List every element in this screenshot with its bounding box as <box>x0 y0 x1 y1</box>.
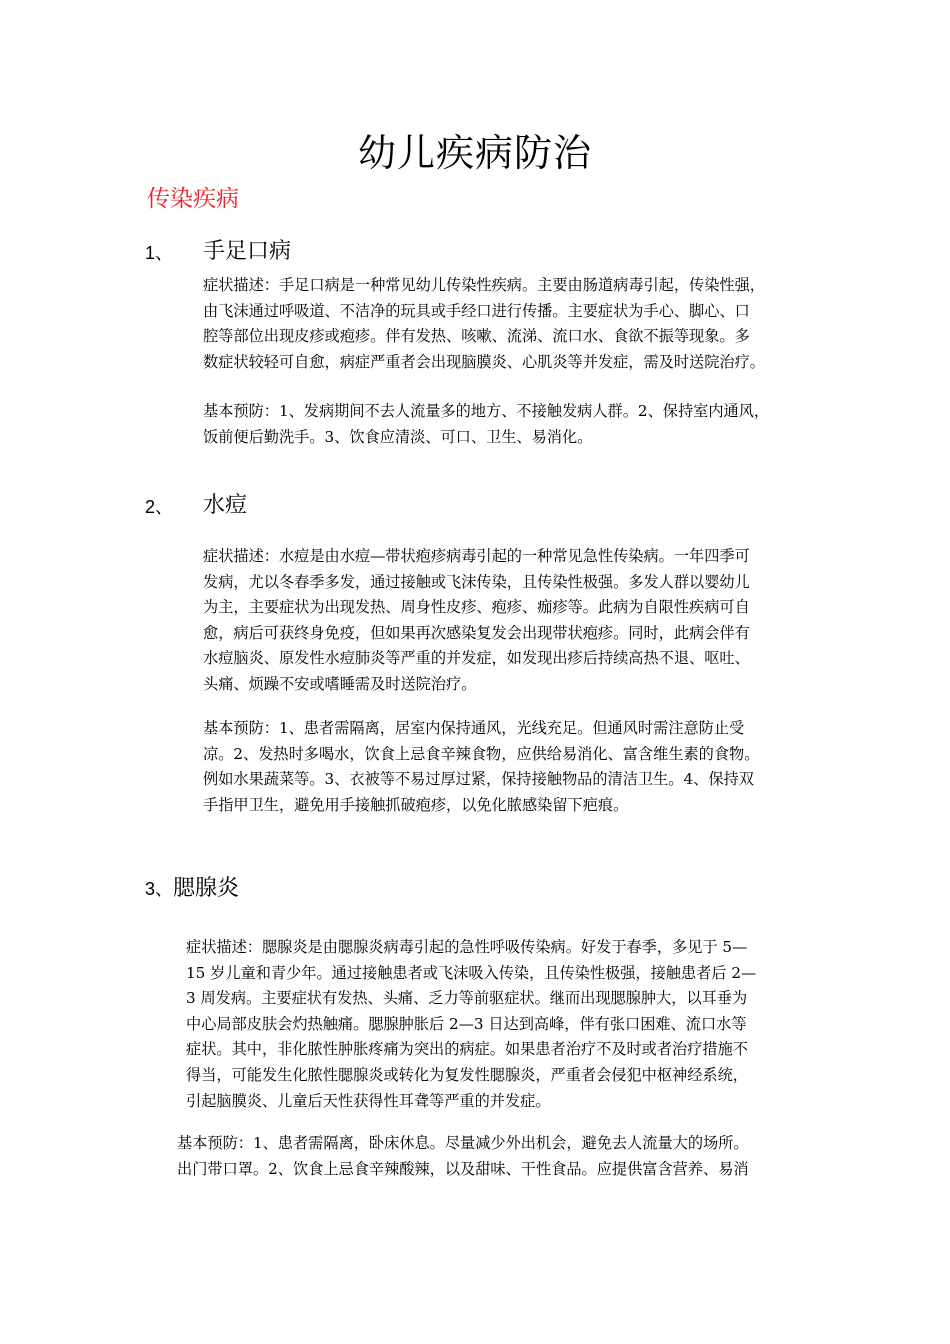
text-line: 出门带口罩。2、饮食上忌食辛辣酸辣，以及甜味、干性食品。应提供富含营养、易消 <box>177 1159 749 1178</box>
disease-3-heading <box>145 872 239 906</box>
text-line: 症状描述：手足口病是一种常见幼儿传染性疾病。主要由肠道病毒引起，传染性强， <box>203 276 765 294</box>
disease-1-symptoms <box>203 273 818 375</box>
text-line: 15 岁儿童和青少年。通过接触患者或飞沫吸入传染，且传染性极强，接触患者后 2— <box>186 963 757 982</box>
disease-3-prevention <box>177 1131 812 1182</box>
text-line: 头痛、烦躁不安或嗜睡需及时送院治疗。 <box>203 674 477 693</box>
text-line: 症状描述：腮腺炎是由腮腺炎病毒引起的急性呼吸传染病。好发于春季，多见于 5— <box>186 938 748 956</box>
section-title: 传染疾病 <box>147 186 239 212</box>
disease-1-number: 1、 <box>145 243 174 263</box>
text-line: 得当，可能发生化脓性腮腺炎或转化为复发性腮腺炎，严重者会侵犯中枢神经系统， <box>186 1065 748 1084</box>
text-line: 由飞沫通过呼吸道、不洁净的玩具或手经口进行传播。主要症状为手心、脚心、口 <box>203 301 750 320</box>
disease-1-prevention <box>203 399 818 450</box>
disease-1-name: 手足口病 <box>203 239 292 264</box>
text-line: 中心局部皮肤会灼热触痛。腮腺肿胀后 2—3 日达到高峰，伴有张口困难、流口水等 <box>186 1014 747 1033</box>
document-title: 幼儿疾病防治 <box>357 131 592 175</box>
text-line: 为主，主要症状为出现发热、周身性皮疹、疱疹、痂疹等。此病为自限性疾病可自 <box>203 598 750 617</box>
text-line: 腔等部位出现皮疹或疱疹。伴有发热、咳嗽、流涕、流口水、食欲不振等现象。多 <box>203 327 750 346</box>
text-line: 基本预防：1、发病期间不去人流量多的地方、不接触发病人群。2、保持室内通风， <box>203 402 770 420</box>
text-line: 饭前便后勤洗手。3、饮食应清淡、可口、卫生、易消化。 <box>203 427 593 446</box>
disease-2-number: 2、 <box>145 497 174 517</box>
text-line: 愈，病后可获终身免疫，但如果再次感染复发会出现带状疱疹。同时，此病会伴有 <box>203 623 750 642</box>
disease-3-symptoms <box>186 935 806 1114</box>
text-line: 3 周发病。主要症状有发热、头痛、乏力等前驱症状。继而出现腮腺肿大，以耳垂为 <box>186 989 748 1008</box>
text-line: 症状。其中，非化脓性肿胀疼痛为突出的病症。如果患者治疗不及时或者治疗措施不 <box>186 1040 748 1059</box>
text-line: 手指甲卫生，避免用手接触抓破疱疹，以免化脓感染留下疤痕。 <box>203 795 629 814</box>
text-line: 凉。2、发热时多喝水，饮食上忌食辛辣食物，应供给易消化、富含维生素的食物。 <box>203 744 760 763</box>
text-line: 引起脑膜炎、儿童后天性获得性耳聋等严重的并发症。 <box>186 1091 551 1110</box>
text-line: 水痘脑炎、原发性水痘肺炎等严重的并发症，如发现出疹后持续高热不退、呕吐、 <box>203 649 750 668</box>
disease-2-prevention <box>203 716 818 818</box>
text-line: 数症状较轻可自愈，病症严重者会出现脑膜炎、心肌炎等并发症，需及时送院治疗。 <box>203 352 765 371</box>
text-line: 基本预防：1、患者需隔离，卧床休息。尽量减少外出机会，避免去人流量大的场所。 <box>177 1134 749 1152</box>
disease-3-name: 腮腺炎 <box>173 876 240 901</box>
text-line: 例如水果蔬菜等。3、衣被等不易过厚过紧，保持接触物品的清洁卫生。4、保持双 <box>203 770 754 789</box>
disease-3-number: 3、 <box>145 879 174 899</box>
disease-2-symptoms <box>203 544 818 698</box>
text-line: 症状描述：水痘是由水痘—带状疱疹病毒引起的一种常见急性传染病。一年四季可 <box>203 547 750 565</box>
text-line: 基本预防：1、患者需隔离，居室内保持通风，光线充足。但通风时需注意防止受 <box>203 719 745 737</box>
disease-2-name: 水痘 <box>203 493 248 518</box>
text-line: 发病，尤以冬春季多发，通过接触或飞沫传染，且传染性极强。多发人群以婴幼儿 <box>203 572 750 591</box>
